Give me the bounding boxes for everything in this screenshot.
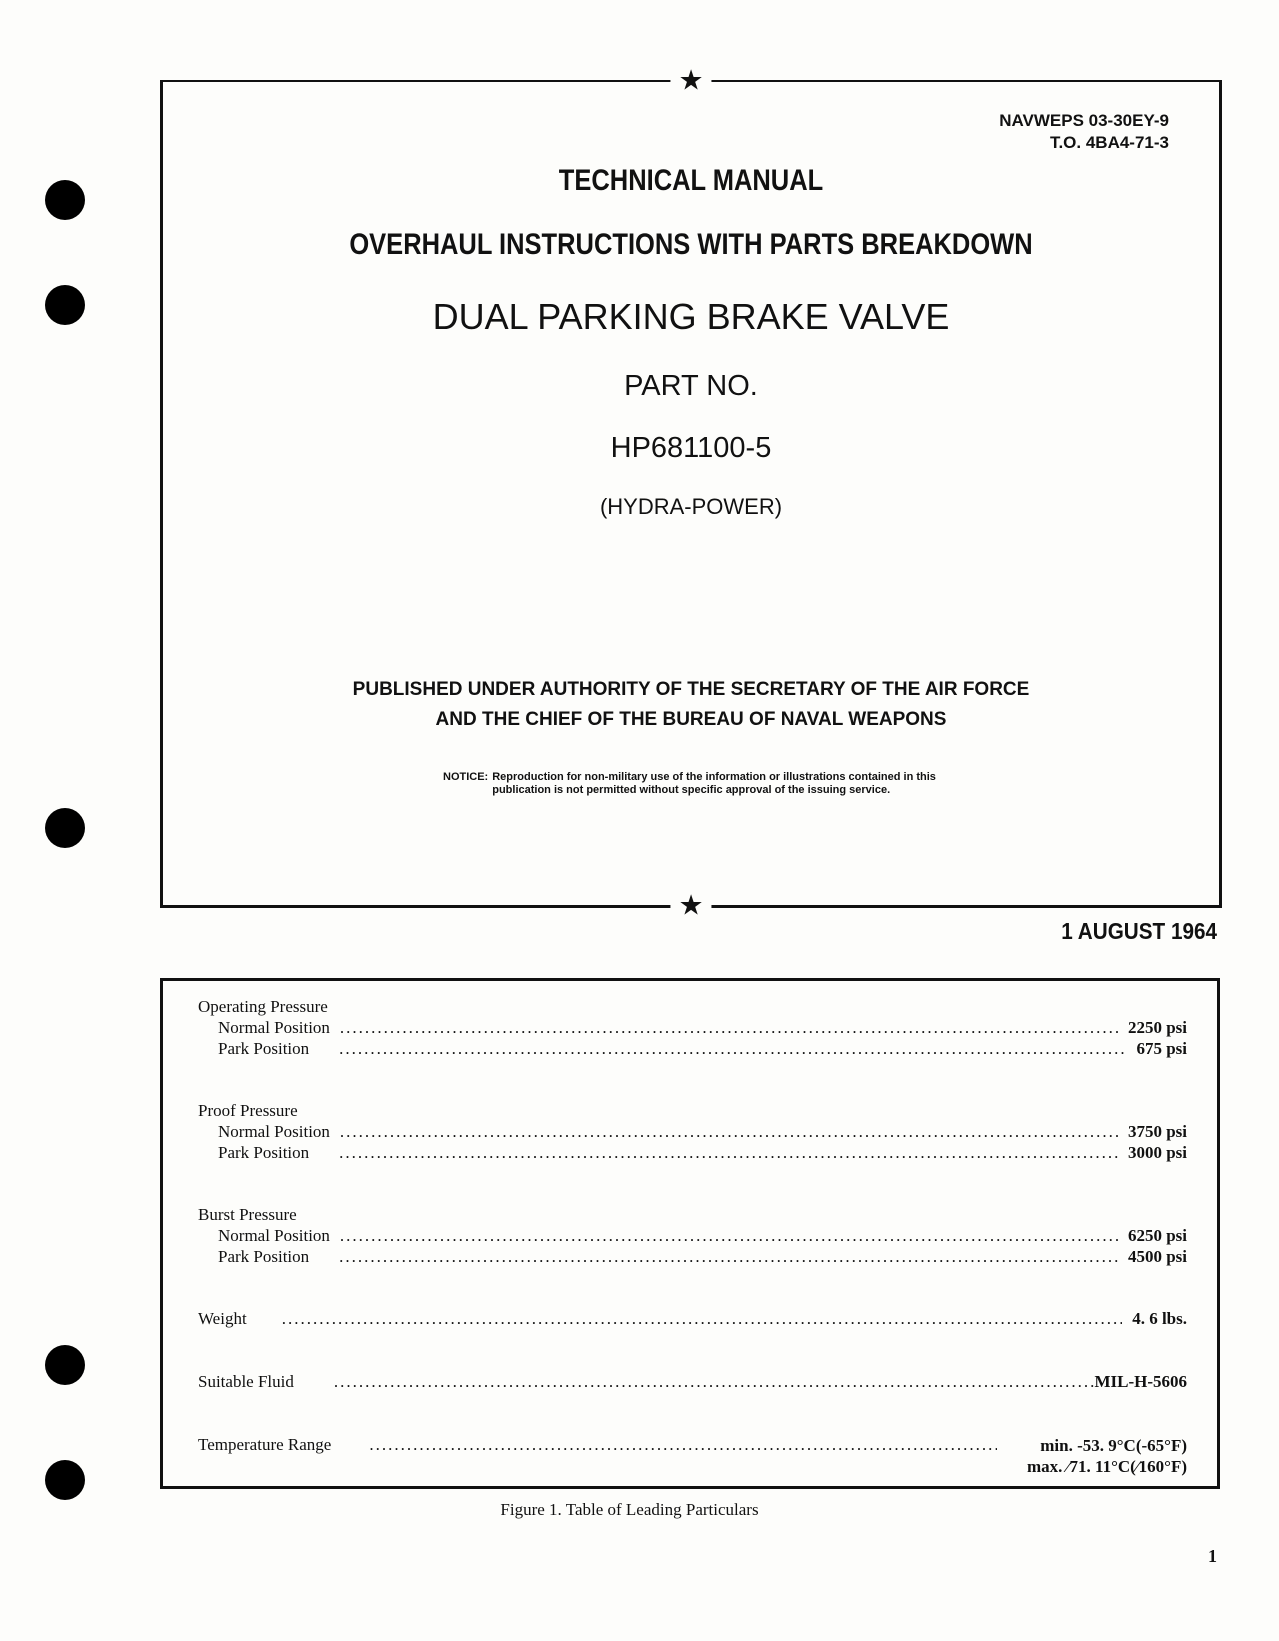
document-numbers	[999, 110, 1169, 154]
row-value: 3000 psi	[1127, 1143, 1187, 1162]
row-label: Temperature Range	[198, 1435, 332, 1454]
dot-leader	[339, 1247, 1118, 1267]
star-icon: ★	[670, 889, 711, 922]
page-number: 1	[1208, 1546, 1217, 1566]
row-label: Suitable Fluid	[198, 1372, 294, 1391]
leading-particulars-table	[160, 978, 1220, 1489]
manufacturer: (HYDRA-POWER)	[599, 494, 783, 519]
punch-hole	[45, 1345, 85, 1385]
dot-leader	[340, 1018, 1118, 1038]
row-value	[1027, 1435, 1187, 1477]
row-value: 3750 psi	[1127, 1122, 1187, 1141]
row-label: Weight	[198, 1309, 247, 1328]
table-row	[218, 1226, 1187, 1246]
navweps-number: NAVWEPS 03-30EY-9	[999, 111, 1169, 130]
row-label: Normal Position	[218, 1226, 330, 1245]
dot-leader	[282, 1309, 1123, 1329]
to-number: T.O. 4BA4-71-3	[1049, 133, 1169, 152]
row-value: 675 psi	[1136, 1039, 1187, 1058]
row-value: 4500 psi	[1127, 1247, 1187, 1266]
temp-min: min. -53. 9°C(-65°F)	[1040, 1436, 1187, 1455]
row-value: MIL-H-5606	[1094, 1372, 1187, 1391]
row-value: 4. 6 lbs.	[1132, 1309, 1187, 1328]
table-row	[218, 1247, 1187, 1267]
punch-hole	[45, 285, 85, 325]
authority-line-1: PUBLISHED UNDER AUTHORITY OF THE SECRETARY OF THE AIR FORCE	[352, 679, 1030, 700]
notice	[443, 771, 943, 797]
notice-label: NOTICE:	[443, 771, 489, 783]
row-label: Park Position	[218, 1247, 310, 1266]
table-row	[218, 1122, 1187, 1142]
title-frame	[160, 64, 1222, 921]
group-heading: Proof Pressure	[198, 1101, 298, 1120]
punch-hole	[45, 1460, 85, 1500]
manual-type: TECHNICAL MANUAL	[558, 164, 824, 197]
dot-leader	[340, 1226, 1118, 1246]
dot-leader	[340, 1122, 1118, 1142]
punch-hole	[45, 808, 85, 848]
temp-max: max. ⁄71. 11°C(⁄160°F)	[1027, 1457, 1187, 1476]
table-row	[218, 1143, 1187, 1163]
row-label: Park Position	[218, 1039, 310, 1058]
publication-date: 1 AUGUST 1964	[1061, 918, 1217, 944]
notice-text: Reproduction for non-military use of the information or illustrations contained in this publication is not permitted without specific approval of the issuing service.	[492, 771, 936, 796]
dot-leader	[339, 1143, 1118, 1163]
group-heading: Burst Pressure	[198, 1205, 297, 1224]
authority-line-2: AND THE CHIEF OF THE BUREAU OF NAVAL WEAPONS	[435, 709, 947, 730]
dot-leader	[339, 1039, 1126, 1059]
component-name: DUAL PARKING BRAKE VALVE	[432, 296, 950, 337]
part-number: HP681100-5	[610, 432, 772, 464]
table-row	[198, 1435, 1187, 1477]
star-icon: ★	[670, 64, 711, 97]
row-value: 6250 psi	[1127, 1226, 1187, 1245]
dot-leader	[369, 1435, 997, 1477]
table-row	[218, 1018, 1187, 1038]
row-label: Park Position	[218, 1143, 310, 1162]
manual-subtitle: OVERHAUL INSTRUCTIONS WITH PARTS BREAKDOWN	[349, 228, 1033, 261]
table-row	[218, 1039, 1187, 1059]
group-heading: Operating Pressure	[198, 997, 328, 1016]
punch-hole	[45, 180, 85, 220]
row-label: Normal Position	[218, 1122, 330, 1141]
figure-caption: Figure 1. Table of Leading Particulars	[500, 1500, 759, 1519]
row-value: 2250 psi	[1127, 1018, 1187, 1037]
table-row	[198, 1372, 1187, 1392]
part-no-label: PART NO.	[624, 370, 758, 402]
table-row	[198, 1309, 1187, 1329]
row-label: Normal Position	[218, 1018, 330, 1037]
dot-leader	[334, 1372, 1095, 1392]
